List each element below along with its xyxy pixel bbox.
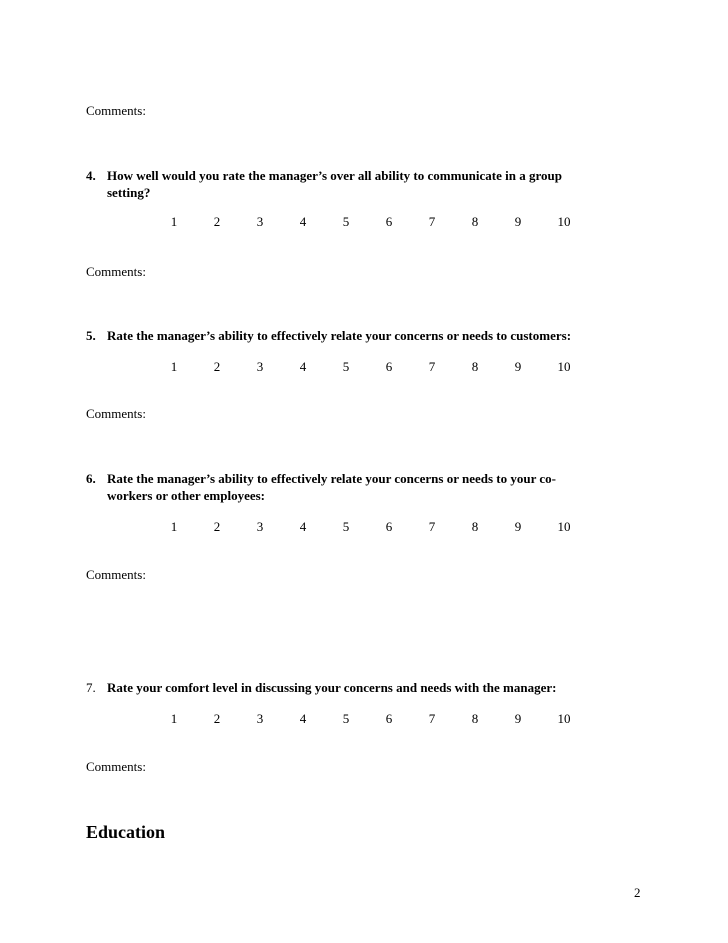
comments-label: Comments:	[86, 567, 146, 582]
section-heading: Education	[86, 822, 166, 842]
rating-option-8[interactable]: 8	[471, 214, 479, 229]
rating-scale-q6	[0, 519, 728, 535]
page-number: 2	[634, 885, 641, 900]
rating-option-9[interactable]: 9	[514, 519, 522, 534]
rating-option-4[interactable]: 4	[299, 359, 307, 374]
rating-option-5[interactable]: 5	[342, 519, 350, 534]
rating-option-10[interactable]: 10	[557, 519, 571, 534]
rating-option-8[interactable]: 8	[471, 519, 479, 534]
rating-option-6[interactable]: 6	[385, 359, 393, 374]
comments-label: Comments:	[86, 103, 146, 118]
rating-option-3[interactable]: 3	[256, 359, 264, 374]
rating-option-1[interactable]: 1	[170, 711, 178, 726]
rating-option-7[interactable]: 7	[428, 519, 436, 534]
rating-scale-q7	[0, 711, 728, 727]
rating-option-2[interactable]: 2	[213, 519, 221, 534]
rating-option-1[interactable]: 1	[170, 519, 178, 534]
question-text: Rate your comfort level in discussing your concerns and needs with the manager:	[107, 680, 557, 695]
rating-option-9[interactable]: 9	[514, 214, 522, 229]
rating-option-4[interactable]: 4	[299, 519, 307, 534]
rating-option-5[interactable]: 5	[342, 711, 350, 726]
rating-option-2[interactable]: 2	[213, 711, 221, 726]
comments-label: Comments:	[86, 264, 146, 279]
question-number: 7.	[86, 680, 96, 695]
question-text-continued: setting?	[107, 185, 151, 200]
rating-option-8[interactable]: 8	[471, 359, 479, 374]
question-text-continued: workers or other employees:	[107, 488, 266, 503]
rating-option-1[interactable]: 1	[170, 214, 178, 229]
rating-option-9[interactable]: 9	[514, 711, 522, 726]
rating-option-2[interactable]: 2	[213, 214, 221, 229]
question-7	[86, 680, 556, 696]
rating-option-3[interactable]: 3	[256, 711, 264, 726]
comments-label: Comments:	[86, 759, 146, 774]
rating-option-4[interactable]: 4	[299, 214, 307, 229]
rating-option-5[interactable]: 5	[342, 214, 350, 229]
rating-option-6[interactable]: 6	[385, 519, 393, 534]
rating-option-9[interactable]: 9	[514, 359, 522, 374]
question-text: Rate the manager’s ability to effectively relate your concerns or needs to your co-	[107, 471, 556, 486]
question-text: Rate the manager’s ability to effectively relate your concerns or needs to customers:	[107, 328, 572, 343]
rating-option-7[interactable]: 7	[428, 214, 436, 229]
question-number: 6.	[86, 471, 96, 486]
rating-option-3[interactable]: 3	[256, 214, 264, 229]
question-6	[86, 471, 556, 503]
question-5	[86, 328, 571, 344]
rating-option-7[interactable]: 7	[428, 711, 436, 726]
question-4	[86, 168, 562, 200]
rating-option-3[interactable]: 3	[256, 519, 264, 534]
comments-label: Comments:	[86, 406, 146, 421]
rating-scale-q5	[0, 359, 728, 375]
question-text: How well would you rate the manager’s over all ability to communicate in a group	[107, 168, 562, 183]
rating-scale-q4	[0, 214, 728, 230]
rating-option-10[interactable]: 10	[557, 214, 571, 229]
rating-option-5[interactable]: 5	[342, 359, 350, 374]
question-number: 5.	[86, 328, 96, 343]
rating-option-6[interactable]: 6	[385, 711, 393, 726]
rating-option-1[interactable]: 1	[170, 359, 178, 374]
question-number: 4.	[86, 168, 96, 183]
rating-option-6[interactable]: 6	[385, 214, 393, 229]
rating-option-8[interactable]: 8	[471, 711, 479, 726]
rating-option-2[interactable]: 2	[213, 359, 221, 374]
rating-option-7[interactable]: 7	[428, 359, 436, 374]
rating-option-10[interactable]: 10	[557, 711, 571, 726]
rating-option-10[interactable]: 10	[557, 359, 571, 374]
rating-option-4[interactable]: 4	[299, 711, 307, 726]
